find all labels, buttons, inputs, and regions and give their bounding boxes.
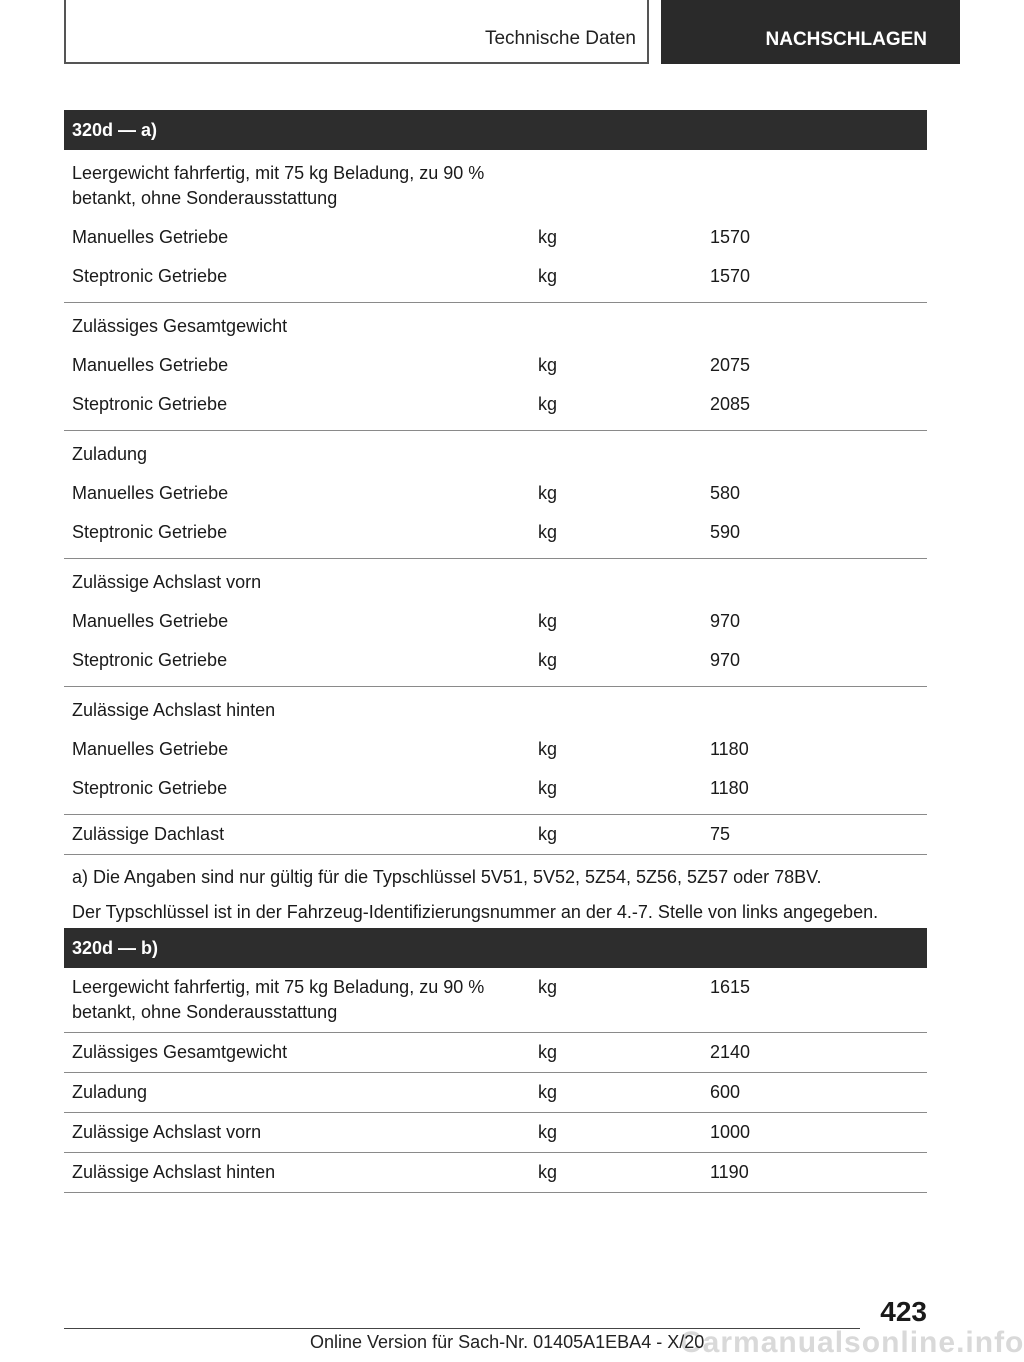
table-row <box>64 641 927 680</box>
table-row-roof-load <box>64 815 927 855</box>
watermark: Carmanualsonline.info <box>680 1326 1024 1359</box>
table-row <box>64 385 927 424</box>
row-label: Manuelles Getriebe <box>72 611 229 631</box>
row-unit: kg <box>538 1082 558 1102</box>
row-value: 1000 <box>710 1122 751 1142</box>
row-value: 600 <box>710 1082 741 1102</box>
table-row <box>64 769 927 808</box>
table-row <box>64 218 927 257</box>
table-row <box>64 1113 927 1152</box>
table-row <box>64 602 927 641</box>
row-value: 1570 <box>710 266 751 286</box>
row-value: 970 <box>710 650 741 670</box>
row-label: Zulässige Achslast vorn <box>72 1122 262 1142</box>
row-value: 1180 <box>710 778 749 798</box>
row-unit: kg <box>538 1042 558 1062</box>
table-row-group <box>64 1113 927 1153</box>
table-320d-a <box>64 110 927 938</box>
row-unit: kg <box>538 977 558 997</box>
row-unit: kg <box>538 522 558 542</box>
group-heading: Zulässige Achslast vorn <box>72 572 262 592</box>
row-unit: kg <box>538 394 558 414</box>
group-heading-row <box>64 154 927 218</box>
group-heading-row <box>64 307 927 346</box>
row-value: 1180 <box>710 739 749 759</box>
row-value: 590 <box>710 522 741 542</box>
table-row <box>64 815 927 854</box>
table-row <box>64 513 927 552</box>
row-label: Manuelles Getriebe <box>72 355 229 375</box>
row-unit: kg <box>538 611 558 631</box>
group-heading-row <box>64 563 927 602</box>
row-label: Zulässige Achslast hinten <box>72 1162 276 1182</box>
row-label: Steptronic Getriebe <box>72 650 228 670</box>
group-heading: Zulässiges Gesamtgewicht <box>72 316 288 336</box>
row-value: 2075 <box>710 355 751 375</box>
row-label: Manuelles Getriebe <box>72 227 229 247</box>
header-chapter-tab[interactable]: NACHSCHLAGEN <box>661 0 960 64</box>
row-unit: kg <box>538 650 558 670</box>
group-heading-row <box>64 691 927 730</box>
table-group <box>64 687 927 815</box>
table-row <box>64 346 927 385</box>
table-group <box>64 431 927 559</box>
row-label: Leergewicht fahrfertig, mit 75 kg Beladung, zu 90 % betankt, ohne Sonderausstattung <box>72 977 485 1022</box>
footnote: Der Typschlüssel ist in der Fahrzeug-Identifizierungsnummer an der 4.-7. Stelle von links angegeben. <box>72 902 879 922</box>
row-unit: kg <box>538 266 558 286</box>
group-heading-row <box>64 435 927 474</box>
row-label: Steptronic Getriebe <box>72 266 228 286</box>
row-label: Manuelles Getriebe <box>72 739 229 759</box>
group-heading: Leergewicht fahrfertig, mit 75 kg Beladung, zu 90 % betankt, ohne Sonderausstattung <box>72 163 485 208</box>
table-row <box>64 1153 927 1192</box>
row-unit: kg <box>538 1162 558 1182</box>
table-group <box>64 559 927 687</box>
table-row <box>64 257 927 296</box>
table-row-group <box>64 968 927 1033</box>
table-title: 320d — b) <box>64 928 927 968</box>
footnote: a) Die Angaben sind nur gültig für die Typschlüssel 5V51, 5V52, 5Z54, 5Z56, 5Z57 oder 78BV. <box>72 867 822 887</box>
table-row-group <box>64 1073 927 1113</box>
table-group <box>64 303 927 431</box>
table-notes <box>64 855 927 938</box>
table-row <box>64 1073 927 1112</box>
row-value: 2140 <box>710 1042 751 1062</box>
row-unit: kg <box>538 739 558 759</box>
table-row-group <box>64 1153 927 1193</box>
group-heading: Zuladung <box>72 444 148 464</box>
row-value: 1615 <box>710 977 751 997</box>
row-label: Zulässige Dachlast <box>72 824 225 844</box>
row-unit: kg <box>538 824 558 844</box>
row-unit: kg <box>538 483 558 503</box>
table-row <box>64 730 927 769</box>
table-title: 320d — a) <box>64 110 927 150</box>
header-section-tab[interactable]: Technische Daten <box>484 28 636 49</box>
table-row-group <box>64 1033 927 1073</box>
row-unit: kg <box>538 227 558 247</box>
row-label: Steptronic Getriebe <box>72 522 228 542</box>
row-unit: kg <box>538 1122 558 1142</box>
page-number: 423 <box>880 1296 927 1327</box>
row-label: Steptronic Getriebe <box>72 778 228 798</box>
table-row <box>64 474 927 513</box>
row-value: 970 <box>710 611 741 631</box>
row-unit: kg <box>538 778 558 798</box>
table-row <box>64 968 927 1032</box>
row-value: 75 <box>710 824 731 844</box>
row-unit: kg <box>538 355 558 375</box>
table-row <box>64 1033 927 1072</box>
row-label: Zulässiges Gesamtgewicht <box>72 1042 288 1062</box>
footer-text: Online Version für Sach-Nr. 01405A1EBA4 - X/20 <box>310 1332 705 1352</box>
row-label: Manuelles Getriebe <box>72 483 229 503</box>
table-320d-b <box>64 928 927 1193</box>
row-label: Steptronic Getriebe <box>72 394 228 414</box>
row-value: 1570 <box>710 227 751 247</box>
table-group <box>64 150 927 303</box>
row-value: 1190 <box>710 1162 749 1182</box>
row-value: 580 <box>710 483 741 503</box>
row-value: 2085 <box>710 394 751 414</box>
row-label: Zuladung <box>72 1082 148 1102</box>
group-heading: Zulässige Achslast hinten <box>72 700 276 720</box>
